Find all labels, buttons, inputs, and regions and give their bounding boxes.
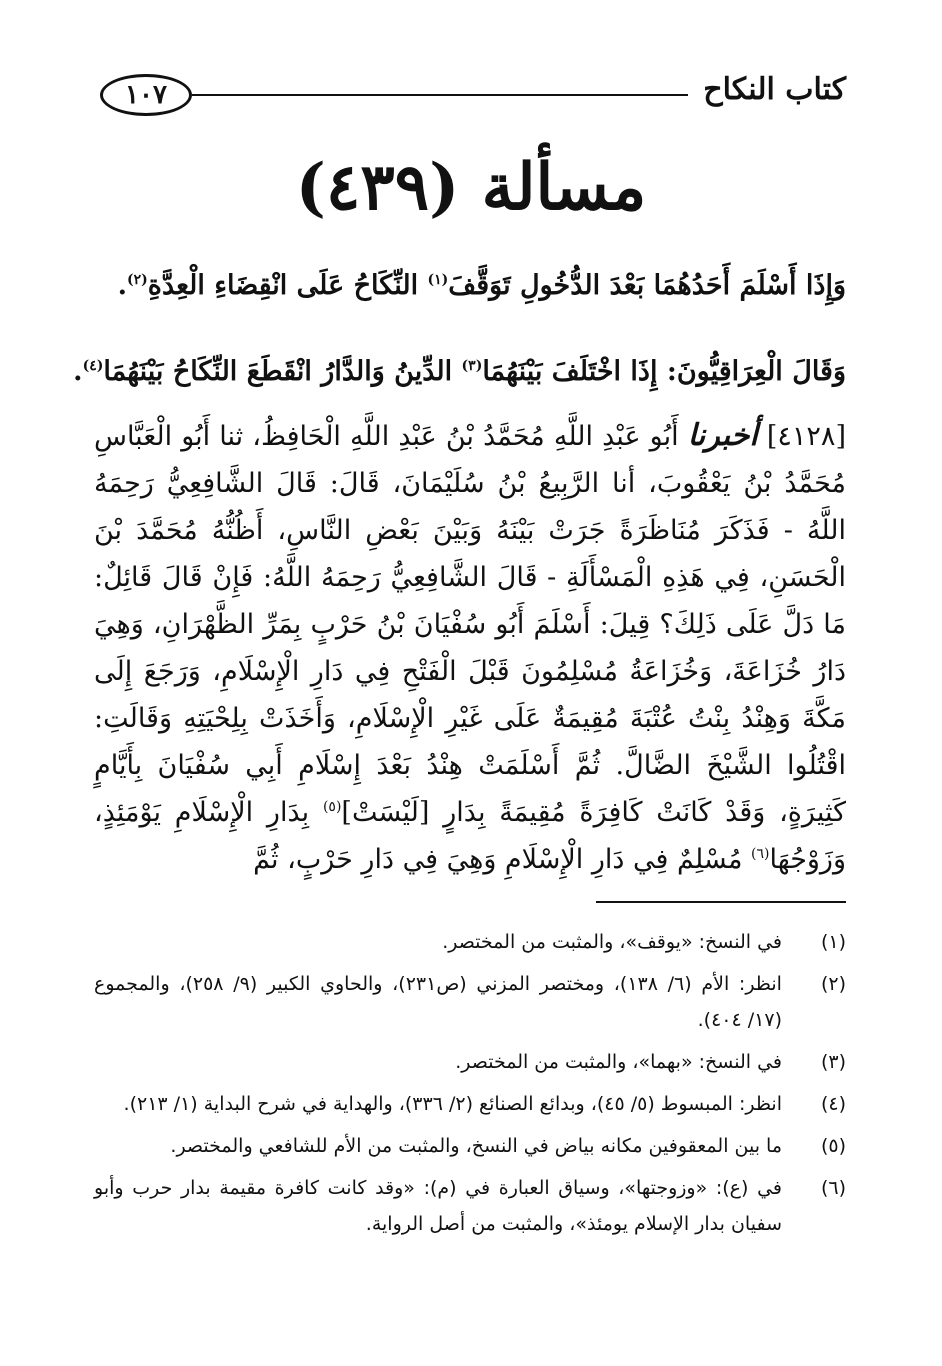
footnote-ref-1[interactable]: (١) — [427, 272, 449, 288]
footnote-text: في النسخ: «بهما»، والمثبت من المختصر. — [455, 1051, 782, 1073]
footnote-number: (٢) — [820, 973, 846, 995]
issue-title: مسألة (٤٣٩) — [295, 150, 647, 225]
iraqi-text-b: الدِّينُ وَالدَّارُ انْقَطَعَ النِّكَاحُ بَيْنَهُمَا — [103, 356, 462, 387]
page-number: ١٠٧ — [100, 74, 192, 116]
footnote-item — [94, 1044, 846, 1080]
footnote-number: (٣) — [820, 1051, 846, 1073]
footnotes-list — [94, 924, 846, 1248]
ruling-end: . — [117, 270, 128, 301]
footnote-ref-4[interactable]: (٤) — [82, 358, 104, 374]
footnote-item — [94, 1128, 846, 1164]
footnote-text: انظر: الأم (٦/ ١٣٨)، ومختصر المزني (ص٢٣١)، والحاوي الكبير (٩/ ٢٥٨)، والمجموع (١٧/ ٤٠٤). — [94, 973, 782, 1031]
footnote-ref-6[interactable]: (٦) — [751, 846, 770, 862]
iraqi-text-a: وَقَالَ الْعِرَاقِيُّونَ: إِذَا اخْتَلَفَ بَيْنَهُمَا — [482, 356, 846, 387]
footnote-ref-5[interactable]: (٥) — [322, 799, 342, 815]
footnote-item — [94, 1170, 846, 1242]
footnote-number: (٥) — [820, 1135, 846, 1157]
ruling-text-a: وَإِذَا أَسْلَمَ أَحَدُهُمَا بَعْدَ الدُّخُولِ تَوَقَّفَ — [448, 270, 846, 301]
narration-text-a: أَبُو عَبْدِ اللَّهِ مُحَمَّدُ بْنُ عَبْدِ اللَّهِ الْحَافِظُ، ثنا أَبُو الْعَبَّاسِ مُحَمَّدُ بْنُ يَعْقُوبَ، أنا الرَّبِيعُ بْنُ سُلَيْمَانَ، قَالَ: قَالَ الشَّافِعِيُّ رَحِمَهُ اللَّهُ - فَذَكَرَ مُنَاظَرَةً جَرَتْ بَيْنَهُ وَبَيْنَ بَعْضِ النَّاسِ، أَظُنُّهُ مُحَمَّدَ بْنَ الْحَسَنِ، فِي هَذِهِ الْمَسْأَلَةِ - قَالَ الشَّافِعِيُّ رَحِمَهُ اللَّهُ: فَإِنْ قَالَ قَائِلٌ: مَا دَلَّ عَلَى ذَلِكَ؟ قِيلَ: أَسْلَمَ أَبُو سُفْيَانَ بْنُ حَرْبٍ بِمَرِّ الظَّهْرَانِ، وَهِيَ دَارُ خُزَاعَةَ، وَخُزَاعَةُ مُسْلِمُونَ قَبْلَ الْفَتْحِ فِي دَارِ الْإِسْلَامِ، وَرَجَعَ إِلَى مَكَّةَ وَهِنْدُ بِنْتُ عُتْبَةَ مُقِيمَةٌ عَلَى غَيْرِ الْإِسْلَامِ، وَأَخَذَتْ بِلِحْيَتِهِ وَقَالَتِ: اقْتُلُوا الشَّيْخَ الضَّالَّ. ثُمَّ أَسْلَمَتْ هِنْدُ بَعْدَ إِسْلَامِ أَبِي سُفْيَانَ بِأَيَّامٍ كَثِيرَةٍ، وَقَدْ كَانَتْ كَافِرَةً مُقِيمَةً بِدَارٍ — [94, 421, 846, 828]
footnote-item — [94, 1086, 846, 1122]
iraqi-end: . — [73, 356, 83, 387]
header-rule — [192, 94, 688, 96]
footnote-ref-3[interactable]: (٣) — [461, 358, 483, 374]
footnote-number: (٦) — [820, 1177, 846, 1199]
book-title: كتاب النكاح — [703, 72, 846, 107]
footnote-item — [94, 966, 846, 1038]
akhbarana-word: أخبرنا — [687, 418, 758, 453]
footnote-text: انظر: المبسوط (٥/ ٤٥)، وبدائع الصنائع (٢/ ٣٣٦)، والهداية في شرح البداية (١/ ٢١٣). — [123, 1093, 782, 1115]
footnote-text: في (ع): «وزوجتها»، وسياق العبارة في (م): «وقد كانت كافرة مقيمة بدار حرب وأبو سفيان بدار الإسلام يومئذ»، والمثبت من أصل الرواية. — [94, 1177, 782, 1235]
narration-paragraph — [94, 412, 846, 883]
narration-text-b: [لَيْسَتْ] — [341, 797, 430, 828]
footnote-text: في النسخ: «يوقف»، والمثبت من المختصر. — [442, 931, 782, 953]
iraqi-opinion-line — [73, 352, 846, 392]
narration-text-d: مُسْلِمٌ فِي دَارِ الْإِسْلَامِ وَهِيَ فِي دَارِ حَرْبٍ، ثُمَّ — [253, 844, 752, 875]
issue-heading — [0, 150, 942, 225]
footnote-item — [94, 924, 846, 960]
footnote-ref-2[interactable]: (٢) — [127, 272, 148, 288]
footnote-number: (٤) — [820, 1093, 846, 1115]
footnote-separator — [596, 901, 846, 903]
narration-text-c: بِدَارِ الْإِسْلَامِ يَوْمَئِذٍ، وَزَوْجُهَا — [94, 797, 846, 875]
footnote-text: ما بين المعقوفين مكانه بياض في النسخ، والمثبت من الأم للشافعي والمختصر. — [170, 1135, 782, 1157]
running-header — [100, 70, 846, 120]
footnote-number: (١) — [820, 931, 846, 953]
ruling-text-b: النِّكَاحُ عَلَى انْقِضَاءِ الْعِدَّةِ — [147, 270, 428, 301]
ruling-line — [94, 266, 846, 306]
narration-number: [٤١٢٨] — [766, 421, 846, 452]
